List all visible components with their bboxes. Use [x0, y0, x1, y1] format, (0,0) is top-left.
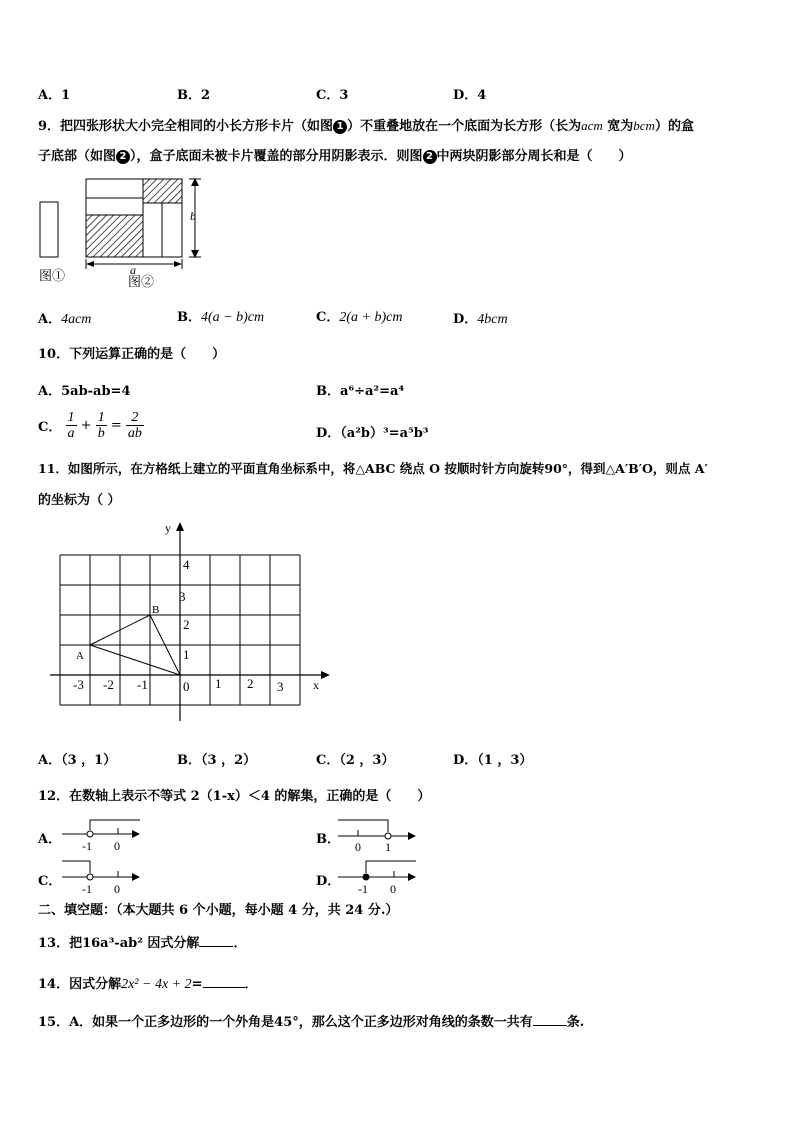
section-2-heading: 二、填空题：（本大题共 6 个小题，每小题 4 分，共 24 分.）	[38, 903, 399, 918]
q12-number-line-c	[60, 856, 142, 896]
fig2-shade-right	[143, 179, 182, 203]
q15-answer-blank	[533, 1013, 567, 1026]
q12-option-d-label: D．	[316, 874, 341, 889]
fig2-mark-2: 2	[423, 150, 437, 164]
frac-2-over-ab: $\frac{2}{ab}$	[127, 410, 142, 441]
y-tick: 1	[183, 647, 190, 662]
dim-b: b	[190, 209, 196, 223]
fig2-shade-left	[86, 215, 143, 257]
q9-option-a: A．4acm	[38, 312, 92, 327]
point-b-label: B	[152, 604, 160, 616]
q14: 14．因式分解2x² − 4x + 2= ．	[38, 977, 258, 992]
q9-option-d: D．4bcm	[453, 312, 508, 327]
q12-option-c-label: C．	[38, 874, 62, 889]
svg-text:1: 1	[385, 840, 391, 853]
q10-option-a: A．5ab-ab=4	[38, 384, 131, 399]
q13-answer-blank	[199, 934, 233, 947]
q9-option-c: C．2(a + b)cm	[316, 310, 403, 325]
frac-1-over-a: $\frac{1}{a}$	[67, 410, 75, 441]
q8-option-c: C．3	[316, 88, 349, 103]
q8-option-a: A．1	[38, 88, 71, 103]
fig1-caption: 图①	[39, 268, 66, 283]
x-tick: -3	[73, 677, 84, 692]
q13: 13．把16a³-ab² 因式分解 ．	[38, 936, 247, 951]
q11-stem-line2: 的坐标为（ ）	[38, 493, 121, 508]
fig1-mark: 1	[333, 120, 347, 134]
q12-option-b-label: B．	[316, 832, 340, 847]
q10-stem: 10．下列运算正确的是（ ）	[38, 347, 226, 362]
q11-option-b: B．（3 ，2）	[177, 753, 257, 768]
q12-number-line-b	[336, 815, 418, 853]
q10-option-b: B．a⁶÷a²=a⁴	[316, 384, 405, 399]
y-tick: 2	[183, 617, 190, 632]
x-tick: 3	[277, 679, 284, 694]
axis-y-label: y	[165, 521, 171, 535]
svg-text:0: 0	[355, 840, 361, 853]
x-tick: 2	[247, 676, 254, 691]
q11-stem-line1: 11．如图所示，在方格纸上建立的平面直角坐标系中，将△ABC 绕点 O 按顺时针方向旋转90°，得到△A′B′O，则点 A′	[38, 461, 708, 476]
q11-option-c: C．（2 ，3）	[316, 753, 395, 768]
q12-stem: 12．在数轴上表示不等式 2（1-x）＜4 的解集，正确的是（ ）	[38, 789, 431, 804]
q9-stem-line1: 9．把四张形状大小完全相同的小长方形卡片（如图 1 ）不重叠地放在一个底面为长方形（长为acm 宽为bcm）的盒	[38, 118, 694, 134]
q15: 15．A．如果一个正多边形的一个外角是45°，那么这个正多边形对角线的条数一共有 条.	[38, 1015, 585, 1030]
axis-x-label: x	[313, 678, 319, 692]
q8-option-b: B．2	[177, 88, 211, 103]
q11-coordinate-grid	[40, 516, 340, 726]
svg-text:0: 0	[114, 882, 120, 896]
fig2-mark: 2	[116, 150, 130, 164]
x-tick: -1	[137, 677, 148, 692]
y-tick: 3	[179, 589, 186, 604]
q10-option-c: C． $\frac{1}{a}$ + $\frac{1}{b}$ = $\frac{2}{ab}$	[38, 410, 142, 441]
origin-label: 0	[183, 679, 190, 694]
q10-option-d: D．（a²b）³=a⁵b³	[316, 426, 429, 441]
q12-option-a-label: A．	[38, 832, 62, 847]
y-tick: 4	[183, 557, 190, 572]
q12-number-line-d	[336, 856, 418, 896]
q11-option-d: D．（1 ，3）	[453, 753, 533, 768]
svg-text:-1: -1	[358, 882, 368, 896]
fig1-card	[40, 202, 58, 257]
dim-a: a	[130, 263, 136, 277]
fig2-caption: 图②	[128, 274, 155, 289]
frac-1-over-b: $\frac{1}{b}$	[97, 410, 105, 441]
svg-text:-1: -1	[82, 882, 92, 896]
q11-option-a: A．（3 ，1）	[38, 753, 117, 768]
point-a-label: A	[76, 650, 84, 662]
svg-text:0: 0	[114, 839, 120, 853]
svg-text:-1: -1	[82, 839, 92, 853]
q8-option-d: D．4	[453, 88, 487, 103]
x-tick: 1	[215, 676, 222, 691]
q9-stem-line2: 子底部（如图 2 ），盒子底面未被卡片覆盖的部分用阴影表示．则图 2 中两块阴影部分周长和是（ ）	[38, 149, 632, 164]
q9-figures	[36, 172, 216, 292]
x-tick: -2	[103, 677, 114, 692]
q14-answer-blank	[203, 975, 245, 988]
svg-text:0: 0	[390, 882, 396, 896]
q12-number-line-a	[60, 815, 142, 853]
q9-option-b: B．4(a − b)cm	[177, 310, 265, 325]
